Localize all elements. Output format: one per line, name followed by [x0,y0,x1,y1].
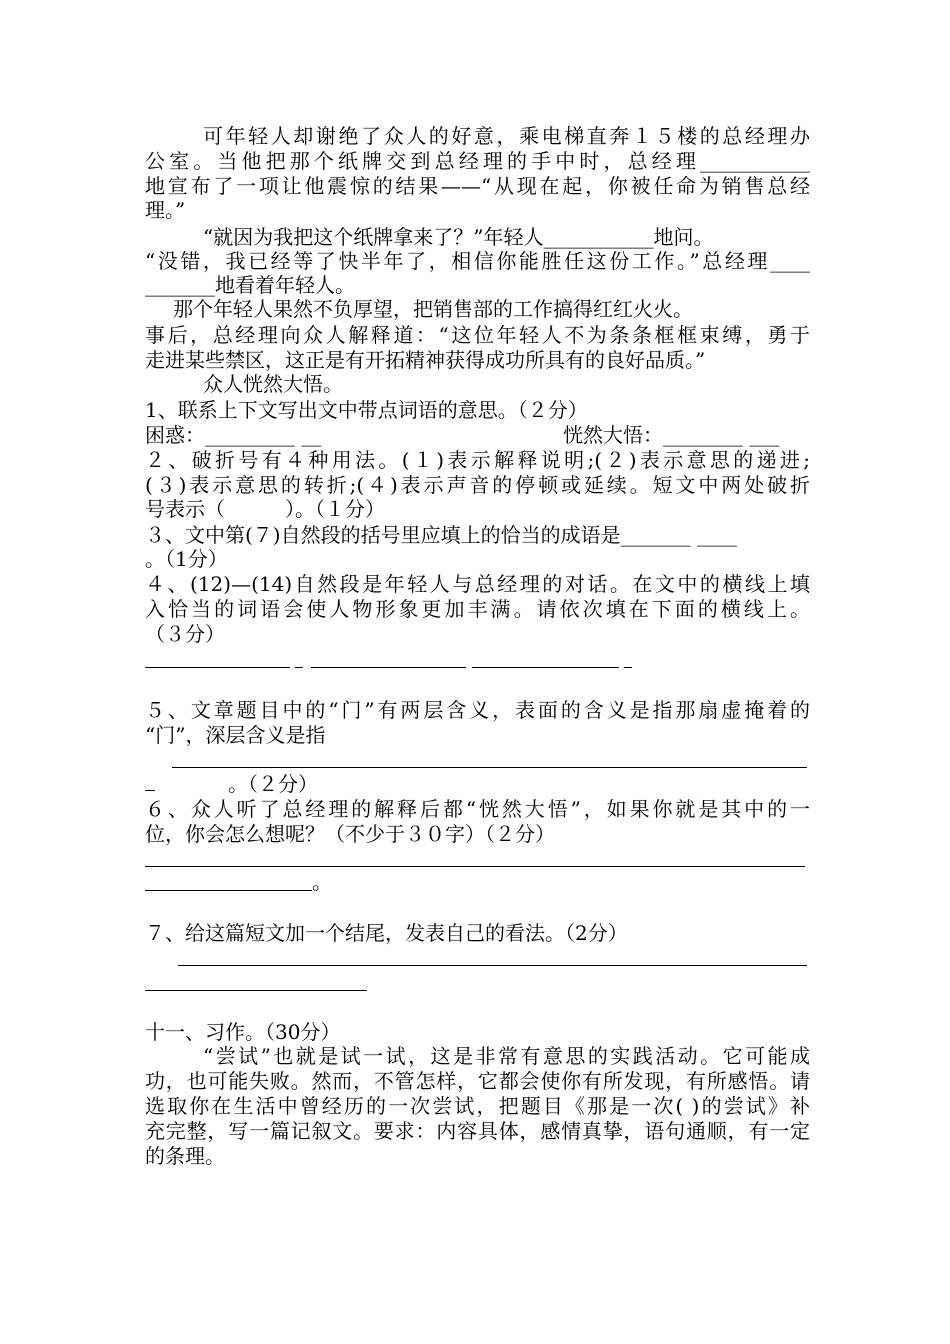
passage-line: 可年轻人却谢绝了众人的好意，乘电梯直奔１５楼的总经理办 [203,124,810,148]
question-1-answer-right: 恍然大悟：________ ___ [563,423,780,447]
composition-line: 充完整，写一篇记叙文。要求：内容具体，感情真挚，语句通顺，有一定 [145,1119,810,1143]
passage-line: _______地看着年轻人。 [145,273,355,297]
answer-line [145,667,290,668]
passage-line: 理。” [145,198,186,222]
question-5-line: 。（２分） [228,772,318,796]
passage-line: 事后，总经理向众人解释道：“这位年轻人不为条条框框束缚，勇于 [145,323,810,347]
answer-line [472,667,619,668]
answer-line [145,790,155,791]
passage-line: 公室。当他把那个纸牌交到总经理的手中时，总经理___________ [145,149,810,173]
question-2-line: (３)表示意思的转折;(４)表示声音的停顿或延续。短文中两处破折 [145,473,810,497]
question-4-line: 入恰当的词语会使人物形象更加丰满。请依次填在下面的横线上。 [145,597,810,621]
answer-line [295,667,303,668]
question-4-line: （３分） [145,622,225,646]
passage-line: 走进某些禁区，这正是有开拓精神获得成功所具有的良好品质。” [145,348,706,372]
passage-line: 那个年轻人果然不负厚望，把销售部的工作搞得红红火火。 [173,297,693,321]
composition-line: 的条理。 [145,1144,225,1168]
composition-line: 功，也可能失败。然而，不管怎样，它都会使你有所发现，有所感悟。请 [145,1069,810,1093]
question-6-line: 位，你会怎么想呢？（不少于３０字）（２分） [145,822,555,846]
answer-line [311,667,466,668]
passage-line: “就因为我把这个纸牌拿来了？”年轻人___________地问。 [203,225,714,249]
question-7-line: ７、给这篇短文加一个结尾，发表自己的看法。（2分） [145,921,628,945]
question-1-answer-left: 困惑：_________ __ [145,423,322,447]
composition-line: “尝试”也就是试一试，这是非常有意思的实践活动。它可能成 [203,1044,810,1068]
answer-line [178,965,807,966]
question-3-line: ３、文中第(７)自然段的括号里应填上的恰当的成语是_______ ____ [145,523,737,547]
composition-line: 选取你在生活中曾经历的一次尝试，把题目《那是一次( )的尝试》补 [145,1094,810,1118]
passage-line: 地宣布了一项让他震惊的结果——“从现在起，你被任命为销售总经 [145,174,810,198]
question-5-line: ５、文章题目中的“门”有两层含义，表面的含义是指那扇虚掩着的 [145,698,810,722]
passage-line: 众人恍然大悟。 [203,372,343,396]
answer-line [145,866,805,867]
question-6-line: 。 [312,870,332,894]
question-4-line: ４、(12)—(14)自然段是年轻人与总经理的对话。在文中的横线上填 [145,572,810,596]
answer-line [145,890,312,891]
question-3-line: 。（1分） [145,547,228,571]
question-6-line: ６、众人听了总经理的解释后都“恍然大悟”，如果你就是其中的一 [145,797,810,821]
answer-line [145,990,367,991]
question-1-prompt: 1、联系上下文写出文中带点词语的意思。（２分） [145,398,588,422]
question-2-line: ２、破折号有４种用法。(１)表示解释说明;(２)表示意思的递进; [145,448,810,472]
passage-line: “没错，我已经等了快半年了，相信你能胜任这份工作。”总经理____ [145,249,810,273]
question-5-line: “门”，深层含义是指 [145,723,326,747]
answer-line [172,767,807,768]
question-2-line: 号表示（ ）。（１分） [145,497,385,521]
answer-line [624,667,632,668]
composition-heading: 十一、习作。（30分） [145,1020,341,1044]
